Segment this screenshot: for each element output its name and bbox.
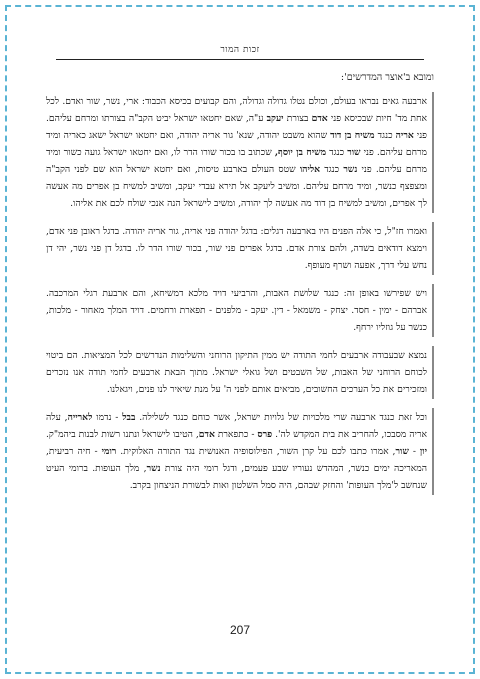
text-run: - כתפארת [214,429,258,440]
text-run: כנגד [320,164,344,175]
text-run: - חיה רביעית, המאריכה ימים כנשר, המהדש נעוריו שבע פעמים, ודגל רומי היה צורת [46,446,427,474]
bold-term: אריה [395,130,414,141]
text-run: שטס העולם בארבע טיסות, ואם יחטא ישראל הוא שם לפני הקב"ה ומצפצף כנשר, ומיד מרחם עליהם. ומשיב ליעקב אל תירא עבדי יעקב, ומשיב למשיח בן אפרים מה אעשה לך אפרים, ומשיב למשיח בן דוד מה אעשה לך יהודה, ומשיב לישראל הנה אנכי שולח לכם את אליהו. [46,164,427,209]
running-header [56,44,424,60]
frame-top-border [5,5,475,7]
text-run: ע"ה, שאם יחטאו ישראל יביט הקב"ה בצורתו ומרחם עליהם. פני [46,113,427,141]
bold-term: רומי [101,446,117,457]
text-run: , אמרו כתבו לכם על קרן השור, הפילוסופיה האנושית נגד התורה האלוקית. [116,446,396,457]
text-run: - נדמו [92,412,123,423]
paragraph [46,222,434,275]
bold-term: נשר [343,164,358,175]
bold-term: אדם [198,429,215,440]
bold-term: אליהו [299,164,321,175]
bold-term: יעקב [266,113,284,124]
text-run: ואמרו חז"ל, כי אלה הפנים היו בארבעה דגלים: בדגל יהודה פני אריה, גור אריה יהודה. בדגל ראובן פני אדם, וימצא דודאים בשדה, ולהם צורת אדם. בדגל אפרים פני שור, בכור שורו הדר לו. בדגל דן פני נשר, יהי דן נחש עלי דרך, אפעה ושרף מעופף. [46,226,427,271]
bold-term: משיח בן דוד [330,130,375,141]
text-run: כנגד [374,130,396,141]
header-title: זכות המור [220,45,260,55]
text-run: בצורת [283,113,312,124]
bold-term: נשר [146,463,161,474]
text-run: ויש שפירשו באופן זה: כנגד שלושת האבות, והרביעי דויד מלכא דמשיחא, והם ארבעת רגלי המרכבה. אברהם - ימין - חסד. יצחק - משמאל - דין. יעקב - מלפנים - תפארת ורחמים. דויד המלך מאחור - מלכות, כנשר על גוזליו ירחף. [46,288,427,333]
text-run: וכל זאת כנגד ארבעה שרי מלכויות של גלויות ישראל, אשר כוחם כנגד לשלילה. [135,412,428,423]
paragraph [46,346,434,399]
frame-bottom-border [5,672,475,674]
bold-term: שור [395,446,409,457]
bold-term: בבל [122,412,136,423]
bold-term: אדם [311,113,328,124]
text-run: שהוא משבט יהודה, שנא' גור אריה יהודה, ואם יחטאו ישראל ישאג כאריה ומיד מרחם עליהם. פני [46,130,427,158]
frame-left-border [5,5,7,674]
text-run: כנגד [326,147,348,158]
bold-term: לארייה [67,412,93,423]
bold-term: פרס [257,429,273,440]
paragraph [46,408,434,495]
bold-term: יון [419,446,427,457]
text-run: , עלה אריה מסבכו, להחריב את בית המקדש לה'. [46,412,427,440]
page-number: 207 [229,623,251,637]
text-run: ארבעה גאים נבראו בעולם, וכולם נטלו גדולה וגדולה, והם קבועים בכיסא הכבוד: ארי, נשר, שור ואדם. לכל אחת מד' חיות שבכיסא פני [46,96,427,124]
bold-term: שור [347,147,361,158]
text-run: שכתוב בו בכור שורו הדר לו, ואם יחטאו ישראל גועה כשור ומיד מרחם עליהם. פני [46,147,427,175]
text-run: נמצא שבעבודה ארבעים לחמי התודה יש ממין התיקון הרוחני והשלימות הנדרשים לכל המציאות. הם ביטוי לכוחם הרוחני של האבות, של השבטים ושל גואלי ישראל. מתוך הבאת ארבעים לחמי תודה אנו נזכרים ומזכירים את כל הערכים החשובים, מביאים אותם לפני ה' על מנת שיאיר לנו פנים, ויגאלנו. [46,350,427,395]
frame-right-border [473,5,475,674]
intro-line: ומובא ב'אוצר המדרשים': [340,72,434,83]
bold-term: משיח בן יוסף, [274,147,327,158]
body-text [46,92,434,504]
text-run: , מלך העופות. ברומי העיט שנחשב ל'מלך העופות' והחזק שבהם, היה סמל השלטון ואות לבשורת הניצחון בקרב. [46,463,427,491]
paragraph [46,284,434,337]
paragraph [46,92,434,213]
text-run: - [408,446,420,457]
text-run: , הטיבו לישראל ונתנו רשות לבנות ביהמ"ק. [46,429,199,440]
